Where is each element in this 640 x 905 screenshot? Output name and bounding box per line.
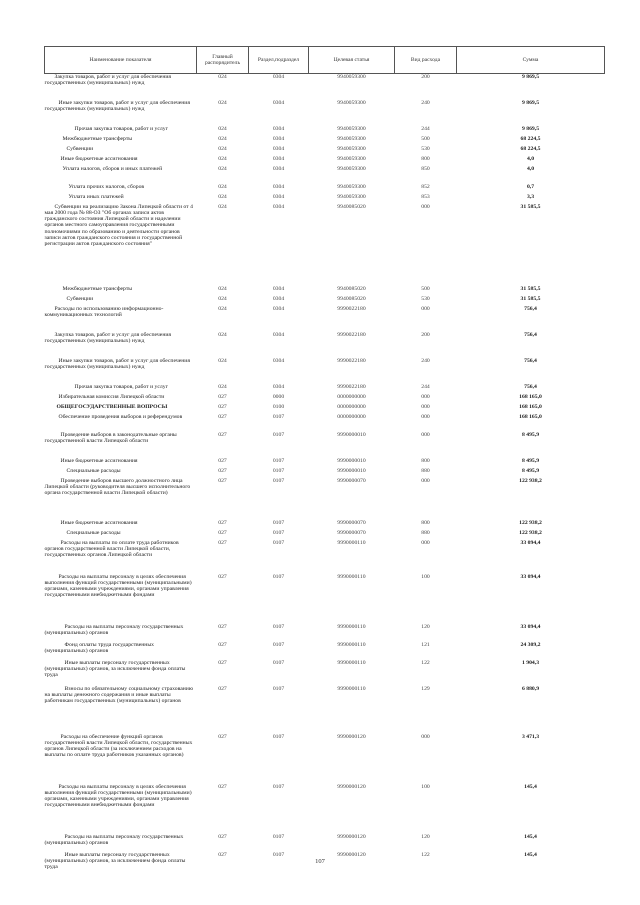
row-sum: 8 495,9	[521, 431, 540, 438]
budget-table	[44, 46, 605, 878]
budget-sheet	[44, 46, 604, 878]
table-row	[45, 296, 605, 306]
row-expense-code: 853	[421, 193, 430, 200]
row-target-code: 9940059300	[337, 74, 366, 80]
row-sum: 756,4	[524, 305, 537, 312]
row-expense-code: 129	[421, 685, 430, 692]
row-admin-code: 024	[218, 165, 227, 172]
row-section-code: 0107	[272, 783, 285, 790]
row-sum: 9 869,5	[521, 125, 540, 132]
row-name: Расходы на выплаты по оплате труда работников органов государственной власти Липецкой области, государственных органов Липецкой области	[44, 539, 179, 559]
row-admin-code: 024	[218, 99, 227, 106]
row-admin-code: 027	[218, 457, 227, 464]
row-name: Расходы на выплаты персоналу в целях обеспечения выполнения функций государственными (муниципальными) органами, казенными учреждениями, органами управления государственными внебюджетными фондами	[44, 573, 192, 599]
row-sum: 122 938,2	[519, 529, 542, 536]
row-target-code: 9990000110	[337, 641, 366, 648]
row-sum: 0,7	[526, 183, 535, 190]
row-sum: 168 165,0	[519, 403, 542, 410]
row-admin-code: 027	[218, 573, 227, 580]
row-sum: 756,4	[524, 383, 537, 390]
row-expense-code: 240	[421, 99, 430, 106]
row-sum: 122 938,2	[519, 477, 542, 484]
row-sum: 33 094,4	[520, 573, 541, 580]
row-admin-code: 024	[218, 145, 227, 152]
row-name: Избирательная комиссия Липецкой области	[58, 393, 165, 400]
row-admin-code: 027	[218, 393, 227, 400]
row-name: Специальные расходы	[66, 529, 121, 536]
row-section-code: 0304	[272, 155, 285, 162]
row-name: Специальные расходы	[66, 467, 121, 474]
row-admin-code: 027	[218, 539, 227, 546]
row-sum: 756,4	[524, 331, 537, 338]
row-expense-code: 000	[421, 203, 430, 210]
row-sum: 8 495,9	[521, 467, 540, 474]
row-target-code: 9990000070	[337, 529, 366, 536]
row-expense-code: 850	[421, 165, 430, 172]
row-name: Закупка товаров, работ и услуг для обеспечения государственных (муниципальных) нужд	[44, 74, 172, 87]
row-expense-code: 122	[421, 851, 430, 858]
row-section-code: 0107	[272, 529, 285, 536]
row-name: Закупка товаров, работ и услуг для обеспечения государственных (муниципальных) нужд	[44, 331, 172, 344]
row-section-code: 0304	[272, 203, 285, 210]
row-name: Прочая закупка товаров, работ и услуг	[74, 125, 168, 132]
row-sum: 9 869,5	[521, 74, 540, 80]
row-name: Расходы на обеспечение функций органов государственной власти Липецкой области, государственных органов Липецкой области (за исключением расходов на выплаты по оплате труда работников указанных органов)	[44, 733, 193, 759]
row-sum: 168 165,0	[519, 413, 542, 420]
table-row	[45, 520, 605, 530]
row-target-code: 9940085020	[337, 203, 366, 210]
row-sum: 9 869,5	[521, 99, 540, 106]
row-sum: 145,4	[524, 833, 537, 840]
row-section-code: 0107	[272, 685, 285, 692]
row-expense-code: 122	[421, 659, 430, 666]
row-expense-code: 800	[421, 519, 430, 526]
row-expense-code: 240	[421, 357, 430, 364]
row-admin-code: 027	[218, 833, 227, 840]
row-sum: 756,4	[524, 357, 537, 364]
row-section-code: 0304	[272, 135, 285, 142]
row-sum: 31 585,5	[520, 203, 541, 210]
row-name: Иные бюджетные ассигнования	[60, 457, 138, 464]
row-expense-code: 100	[421, 783, 430, 790]
row-admin-code: 024	[218, 295, 227, 302]
row-name: Фонд оплаты труда государственных (муниципальных) органов	[44, 641, 154, 654]
row-name: Расходы по использованию информационно-коммуникационных технологий	[44, 305, 164, 318]
row-admin-code: 024	[218, 135, 227, 142]
row-expense-code: 530	[421, 295, 430, 302]
row-target-code: 9940085020	[337, 295, 366, 302]
table-row	[45, 686, 605, 734]
row-section-code: 0107	[272, 467, 285, 474]
row-target-code: 9990000110	[337, 623, 366, 630]
row-target-code: 9940059300	[337, 183, 366, 190]
row-target-code: 9990000010	[337, 457, 366, 464]
table-row	[45, 734, 605, 784]
table-row	[45, 100, 605, 126]
row-section-code: 0304	[272, 193, 285, 200]
row-section-code: 0107	[272, 659, 285, 666]
table-row	[45, 784, 605, 834]
table-row	[45, 432, 605, 458]
row-admin-code: 027	[218, 623, 227, 630]
row-target-code: 9990000120	[337, 783, 366, 790]
row-target-code: 9940059300	[337, 165, 366, 172]
row-sum: 4,0	[526, 165, 535, 172]
table-row	[45, 458, 605, 468]
table-body	[45, 74, 605, 878]
row-sum: 68 224,5	[520, 135, 541, 142]
row-admin-code: 027	[218, 413, 227, 420]
row-admin-code: 024	[218, 74, 227, 80]
header-expense: Вид расхода	[395, 47, 457, 74]
table-row	[45, 624, 605, 642]
row-expense-code: 000	[421, 393, 430, 400]
row-target-code: 9990000010	[337, 467, 366, 474]
table-row	[45, 414, 605, 432]
row-admin-code: 024	[218, 285, 227, 292]
table-row	[45, 540, 605, 574]
row-section-code: 0107	[272, 623, 285, 630]
row-section-code: 0107	[272, 519, 285, 526]
row-expense-code: 120	[421, 833, 430, 840]
row-section-code: 0304	[272, 285, 285, 292]
row-section-code: 0304	[272, 305, 285, 312]
row-admin-code: 024	[218, 383, 227, 390]
row-admin-code: 027	[218, 641, 227, 648]
row-target-code: 9940059300	[337, 145, 366, 152]
row-expense-code: 244	[421, 125, 430, 132]
row-target-code: 9990000120	[337, 733, 366, 740]
table-header	[45, 47, 605, 74]
row-admin-code: 024	[218, 155, 227, 162]
row-target-code: 9940059300	[337, 155, 366, 162]
row-name: Иные закупки товаров, работ и услуг для обеспечения государственных (муниципальных) нужд	[44, 99, 190, 112]
table-row	[45, 126, 605, 136]
row-expense-code: 000	[421, 403, 430, 410]
row-expense-code: 244	[421, 383, 430, 390]
row-name: Расходы на выплаты персоналу государственных (муниципальных) органов	[44, 833, 184, 846]
row-admin-code: 027	[218, 529, 227, 536]
table-row	[45, 478, 605, 520]
row-name: Прочая закупка товаров, работ и услуг	[74, 383, 168, 390]
row-sum: 145,4	[524, 851, 537, 858]
row-name: Взносы по обязательному социальному страхованию на выплаты денежного содержания и иные выплаты работникам государственных (муниципальных) органов	[44, 685, 194, 705]
row-admin-code: 027	[218, 733, 227, 740]
table-row	[45, 146, 605, 156]
row-admin-code: 027	[218, 685, 227, 692]
row-name: Иные бюджетные ассигнования	[60, 155, 138, 162]
row-name: Уплата прочих налогов, сборов	[68, 183, 145, 190]
row-expense-code: 800	[421, 155, 430, 162]
row-sum: 24 309,2	[520, 641, 541, 648]
row-section-code: 0304	[272, 183, 285, 190]
table-row	[45, 166, 605, 184]
row-section-code: 0304	[272, 295, 285, 302]
row-section-code: 0107	[272, 573, 285, 580]
row-name: Субвенции	[66, 145, 94, 152]
row-sum: 8 495,9	[521, 457, 540, 464]
table-row	[45, 306, 605, 332]
row-target-code: 0000000000	[337, 393, 366, 400]
row-expense-code: 500	[421, 285, 430, 292]
row-target-code: 9990000070	[337, 519, 366, 526]
table-row	[45, 74, 605, 100]
table-row	[45, 660, 605, 686]
row-section-code: 0107	[272, 431, 285, 438]
row-target-code: 9940059300	[337, 125, 366, 132]
row-expense-code: 000	[421, 413, 430, 420]
row-section-code: 0304	[272, 99, 285, 106]
row-admin-code: 024	[218, 203, 227, 210]
header-target: Целевая статья	[309, 47, 395, 74]
row-expense-code: 000	[421, 539, 430, 546]
table-row	[45, 184, 605, 194]
row-target-code: 9990000110	[337, 659, 366, 666]
row-name: Иные выплаты персоналу государственных (муниципальных) органов, за исключением фонда оплаты труда	[44, 851, 186, 871]
row-sum: 33 094,4	[520, 539, 541, 546]
row-sum: 122 938,2	[519, 519, 542, 526]
row-sum: 3,3	[526, 193, 535, 200]
row-name: Межбюджетные трансферты	[62, 285, 133, 292]
row-expense-code: 200	[421, 74, 430, 80]
row-target-code: 9990000110	[337, 685, 366, 692]
table-row	[45, 394, 605, 404]
header-admin: Главный распорядитель	[197, 47, 249, 74]
row-admin-code: 024	[218, 183, 227, 190]
row-section-code: 0304	[272, 145, 285, 152]
row-name: Межбюджетные трансферты	[62, 135, 133, 142]
row-sum: 4,0	[526, 155, 535, 162]
row-section-code: 0107	[272, 733, 285, 740]
row-admin-code: 024	[218, 125, 227, 132]
row-name: Иные выплаты персоналу государственных (муниципальных) органов, за исключением фонда оплаты труда	[44, 659, 186, 679]
row-section-code: 0107	[272, 413, 285, 420]
row-section-code: 0304	[272, 331, 285, 338]
row-sum: 6 880,9	[521, 685, 540, 692]
row-expense-code: 000	[421, 477, 430, 484]
row-admin-code: 024	[218, 193, 227, 200]
page-number: 107	[315, 858, 325, 865]
table-row	[45, 194, 605, 204]
row-section-code: 0304	[272, 165, 285, 172]
table-row	[45, 834, 605, 852]
row-name: Обеспечение проведения выборов и референдумов	[58, 413, 183, 420]
row-target-code: 9990022180	[337, 357, 366, 364]
row-target-code: 9990022180	[337, 331, 366, 338]
row-expense-code: 800	[421, 457, 430, 464]
row-target-code: 9940059300	[337, 193, 366, 200]
row-expense-code: 880	[421, 529, 430, 536]
row-admin-code: 027	[218, 783, 227, 790]
row-name: Иные закупки товаров, работ и услуг для обеспечения государственных (муниципальных) нужд	[44, 357, 190, 370]
row-name: Иные бюджетные ассигнования	[60, 519, 138, 526]
table-row	[45, 384, 605, 394]
row-name: Проведение выборов высшего должностного лица Липецкой области (руководителя высшего исполнительного органа государственной власти Липецкой области)	[44, 477, 191, 497]
row-sum: 31 585,5	[520, 285, 541, 292]
row-section-code: 0107	[272, 851, 285, 858]
row-sum: 3 471,3	[521, 733, 540, 740]
row-target-code: 9940085020	[337, 285, 366, 292]
row-section-code: 0107	[272, 539, 285, 546]
row-admin-code: 024	[218, 331, 227, 338]
row-target-code: 0000000000	[337, 403, 366, 410]
table-row	[45, 156, 605, 166]
row-section-code: 0107	[272, 477, 285, 484]
table-row	[45, 404, 605, 414]
row-section-code: 0107	[272, 457, 285, 464]
row-expense-code: 200	[421, 331, 430, 338]
row-expense-code: 100	[421, 573, 430, 580]
header-section: Раздел,подраздел	[249, 47, 309, 74]
table-row	[45, 286, 605, 296]
row-target-code: 9940059300	[337, 99, 366, 106]
row-admin-code: 027	[218, 403, 227, 410]
row-name: Субвенции на реализацию Закона Липецкой области от 4 мая 2000 года № 88-ОЗ "Об органах записи актов гражданского состояния Липецкой области и наделении органов местного самоуправления государственными полномочиями по образованию и деятельности органов записи актов гражданского состояния и государственной регистрации актов гражданского состояния"	[44, 203, 193, 248]
row-name: Расходы на выплаты персоналу государственных (муниципальных) органов	[44, 623, 184, 636]
row-section-code: 0100	[272, 403, 285, 410]
row-admin-code: 027	[218, 431, 227, 438]
row-target-code: 9940059300	[337, 135, 366, 142]
row-target-code: 9990022180	[337, 305, 366, 312]
row-name: Расходы на выплаты персоналу в целях обеспечения выполнения функций государственными (муниципальными) органами, казенными учреждениями, органами управления государственными внебюджетными фондами	[44, 783, 192, 809]
row-name: Уплата налогов, сборов и иных платежей	[62, 165, 163, 172]
row-sum: 1 904,3	[521, 659, 540, 666]
row-name: Субвенции	[66, 295, 94, 302]
row-admin-code: 024	[218, 305, 227, 312]
table-row	[45, 204, 605, 286]
row-sum: 68 224,5	[520, 145, 541, 152]
row-section-code: 0304	[272, 125, 285, 132]
row-section-code: 0000	[272, 393, 285, 400]
row-section-code: 0304	[272, 383, 285, 390]
row-sum: 33 094,4	[520, 623, 541, 630]
row-expense-code: 530	[421, 145, 430, 152]
row-target-code: 9990000010	[337, 431, 366, 438]
row-target-code: 9990000120	[337, 851, 366, 858]
row-sum: 168 165,0	[519, 393, 542, 400]
row-admin-code: 027	[218, 467, 227, 474]
row-name: Проведение выборов в законодательные органы государственной власти Липецкой области	[44, 431, 177, 444]
row-section-code: 0107	[272, 641, 285, 648]
row-section-code: 0304	[272, 357, 285, 364]
row-name: ОБЩЕГОСУДАРСТВЕННЫЕ ВОПРОСЫ	[56, 403, 168, 410]
row-expense-code: 880	[421, 467, 430, 474]
row-expense-code: 000	[421, 733, 430, 740]
table-row	[45, 530, 605, 540]
row-target-code: 9990022180	[337, 383, 366, 390]
header-name: Наименование показателя	[45, 47, 197, 74]
row-sum: 31 585,5	[520, 295, 541, 302]
row-target-code: 0000000000	[337, 413, 366, 420]
row-target-code: 9990000110	[337, 573, 366, 580]
table-row	[45, 468, 605, 478]
row-section-code: 0304	[272, 74, 285, 80]
row-target-code: 9990000110	[337, 539, 366, 546]
table-row	[45, 136, 605, 146]
table-row	[45, 574, 605, 624]
header-sum: Сумма	[457, 47, 605, 74]
row-expense-code: 852	[421, 183, 430, 190]
table-row	[45, 642, 605, 660]
row-admin-code: 027	[218, 519, 227, 526]
table-row	[45, 358, 605, 384]
row-sum: 145,4	[524, 783, 537, 790]
row-target-code: 9990000120	[337, 833, 366, 840]
row-name: Уплата иных платежей	[68, 193, 124, 200]
row-expense-code: 000	[421, 431, 430, 438]
table-row	[45, 332, 605, 358]
row-admin-code: 024	[218, 357, 227, 364]
row-admin-code: 027	[218, 659, 227, 666]
row-admin-code: 027	[218, 851, 227, 858]
row-expense-code: 500	[421, 135, 430, 142]
row-target-code: 9990000070	[337, 477, 366, 484]
row-expense-code: 000	[421, 305, 430, 312]
row-admin-code: 027	[218, 477, 227, 484]
row-expense-code: 120	[421, 623, 430, 630]
row-section-code: 0107	[272, 833, 285, 840]
row-expense-code: 121	[421, 641, 430, 648]
